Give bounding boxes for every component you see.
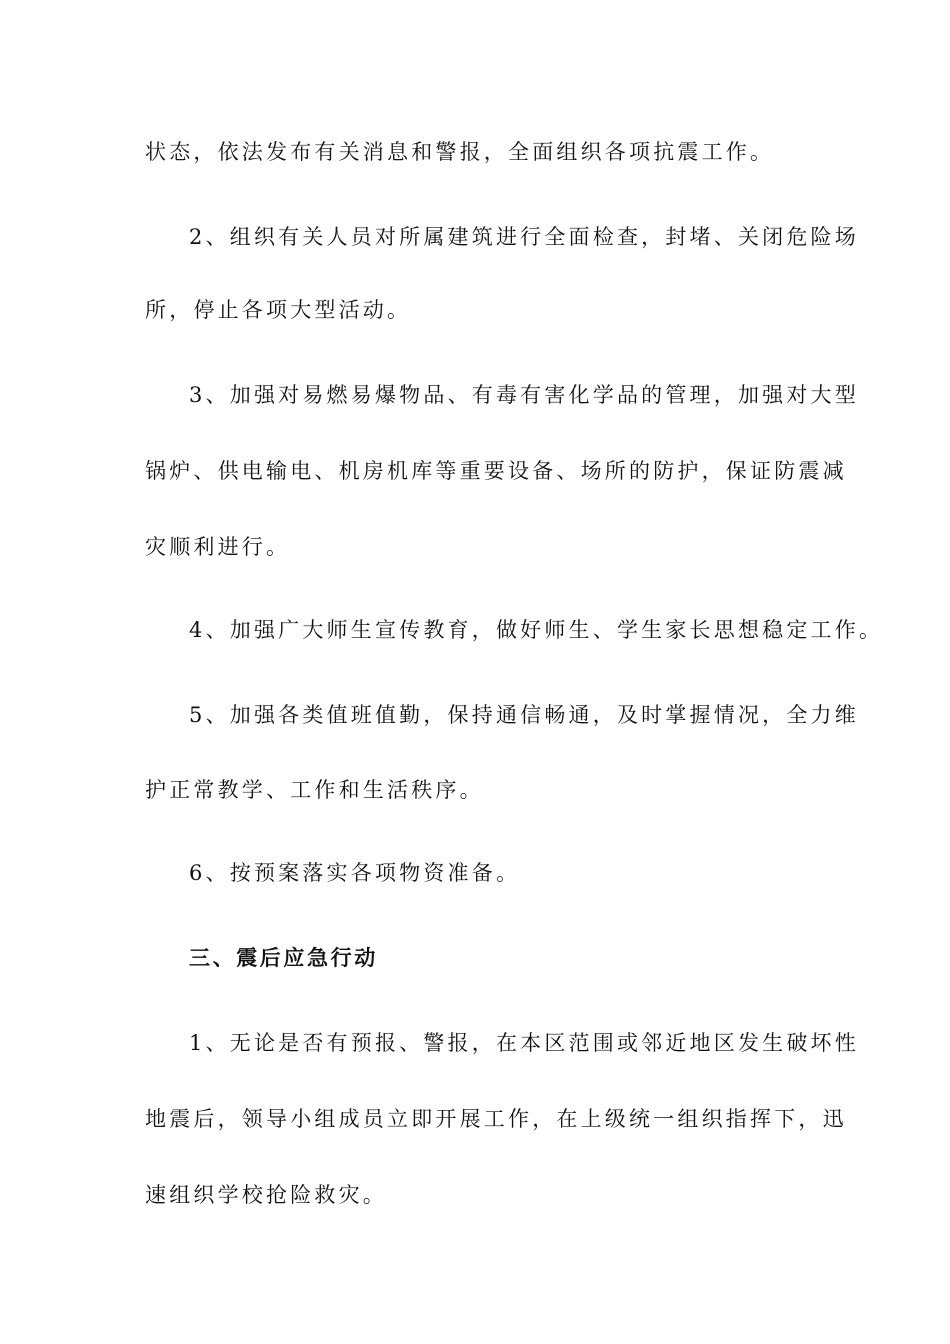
paragraph-line: 护正常教学、工作和生活秩序。 [145,778,484,802]
paragraph-line: 锅炉、供电输电、机房机库等重要设备、场所的防护，保证防震减 [145,459,847,483]
paragraph-line: 灾顺利进行。 [145,535,291,559]
paragraph-line: 地震后，领导小组成员立即开展工作，在上级统一组织指挥下，迅 [145,1107,847,1131]
paragraph-line: 速组织学校抢险救灾。 [145,1183,387,1207]
paragraph-line: 5、加强各类值班值勤，保持通信畅通，及时掌握情况，全力维 [189,703,859,727]
paragraph-line: 1、无论是否有预报、警报，在本区范围或邻近地区发生破坏性 [189,1031,859,1055]
paragraph-line: 6、按预案落实各项物资准备。 [189,861,521,885]
paragraph-line: 状态，依法发布有关消息和警报，全面组织各项抗震工作。 [145,140,775,164]
section-heading: 三、震后应急行动 [189,945,378,970]
paragraph-line: 2、组织有关人员对所属建筑进行全面检查，封堵、关闭危险场 [189,225,859,249]
paragraph-line: 所，停止各项大型活动。 [145,298,412,322]
paragraph-line: 3、加强对易燃易爆物品、有毒有害化学品的管理，加强对大型 [189,383,859,407]
paragraph-line: 4、加强广大师生宣传教育，做好师生、学生家长思想稳定工作。 [189,618,884,642]
